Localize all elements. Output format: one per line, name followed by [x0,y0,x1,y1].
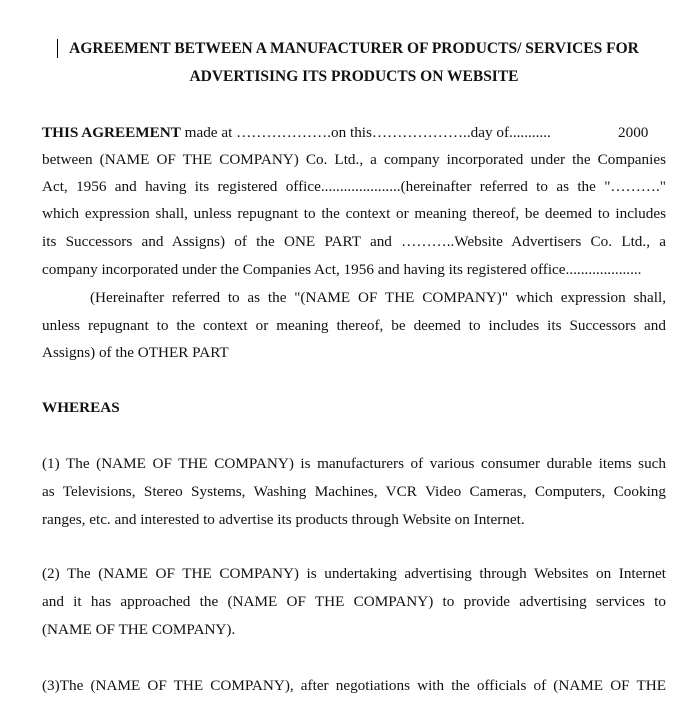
intro-line-7: (Hereinafter referred to as the "(NAME OF THE COMPANY)" which expression shall, [90,289,666,306]
agreement-year: 2000 [618,124,649,141]
intro-line-1 [42,123,666,143]
intro-line-3: Act, 1956 and having its registered office.....................(hereinafter referred to as the "………." [42,178,666,195]
agreement-lead: THIS AGREEMENT [42,124,181,141]
intro-line-1-text: made at ……………….on this………………..day of........... [180,124,551,141]
clause-2-line-3: (NAME OF THE COMPANY). [42,621,236,638]
document-title-line-1: AGREEMENT BETWEEN A MANUFACTURER OF PRODUCTS/ SERVICES FOR [69,40,639,57]
clause-1-line-1: (1) The (NAME OF THE COMPANY) is manufacturers of various consumer durable items such [42,455,666,472]
intro-line-5: its Successors and Assigns) of the ONE PART and ………..Website Advertisers Co. Ltd., a [42,233,666,250]
clause-3-line-1: (3)The (NAME OF THE COMPANY), after negotiations with the officials of (NAME OF THE [42,677,666,694]
clause-2-line-1: (2) The (NAME OF THE COMPANY) is undertaking advertising through Websites on Internet [42,565,666,582]
whereas-heading: WHEREAS [42,399,120,416]
intro-line-6: company incorporated under the Companies Act, 1956 and having its registered office.................... [42,261,642,278]
clause-2-line-2: and it has approached the (NAME OF THE COMPANY) to provide advertising services to [42,593,666,610]
intro-line-2: between (NAME OF THE COMPANY) Co. Ltd., a company incorporated under the Companies [42,151,666,168]
intro-line-8: unless repugnant to the context or meaning thereof, be deemed to includes its Successors and [42,317,666,334]
clause-1-line-3: ranges, etc. and interested to advertise its products through Website on Internet. [42,511,525,528]
intro-line-9: Assigns) of the OTHER PART [42,344,229,361]
clause-1-line-2: as Televisions, Stereo Systems, Washing Machines, VCR Video Cameras, Computers, Cooking [42,483,666,500]
document-title-line-2: ADVERTISING ITS PRODUCTS ON WEBSITE [189,68,519,85]
intro-line-4: which expression shall, unless repugnant to the context or meaning thereof, be deemed to includes [42,205,666,222]
